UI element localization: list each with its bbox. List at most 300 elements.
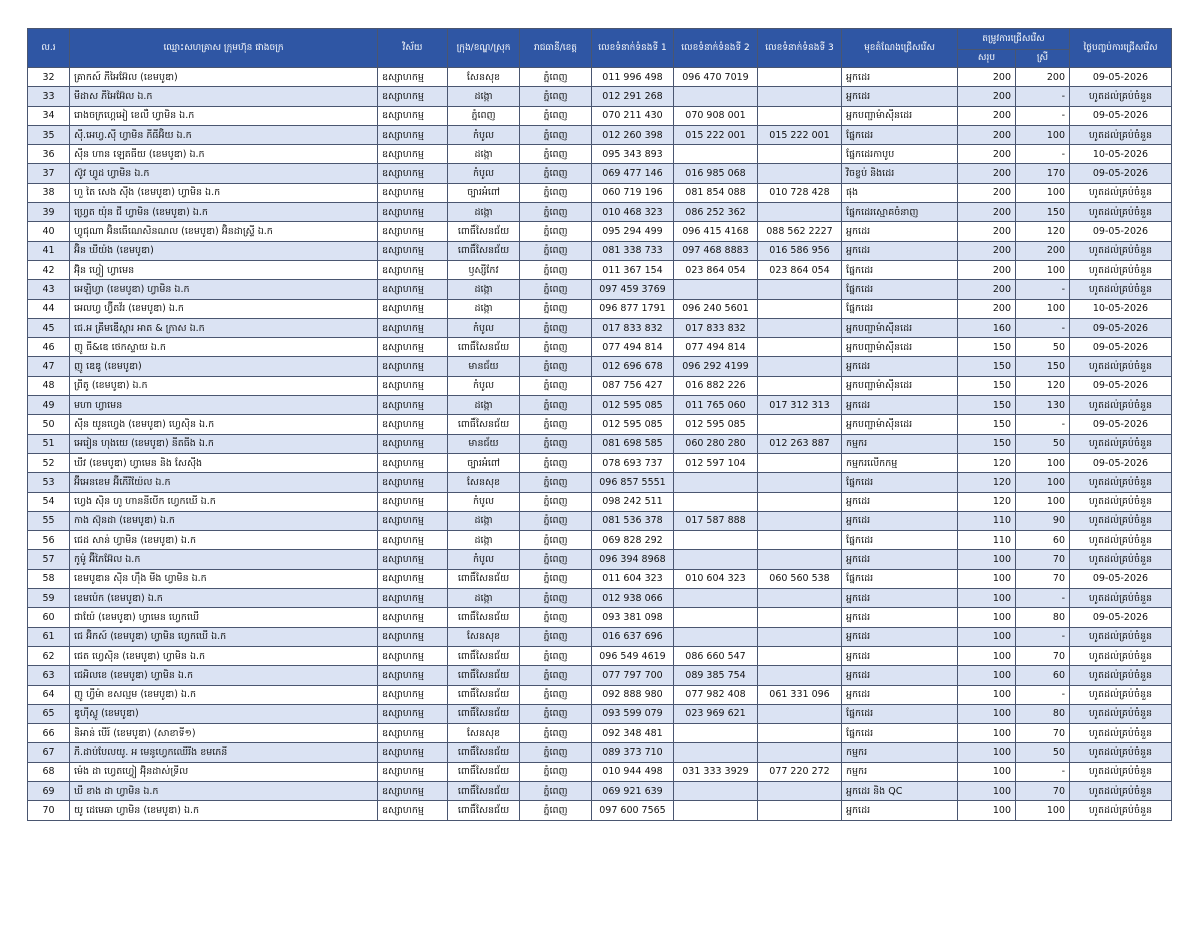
deadline-cell: ហូតដល់គ្រប់ចំនួន	[1070, 203, 1172, 222]
sector-cell: ឧស្សាហកម្ម	[378, 299, 448, 318]
hiring-total-cell: 100	[958, 646, 1016, 665]
phone-3-cell: 017 312 313	[758, 396, 842, 415]
district-cell: ដង្កោ	[448, 299, 520, 318]
position-cell: ផ្នែកដេរ	[842, 260, 958, 279]
phone-2-cell	[674, 280, 758, 299]
job-listing-table	[27, 28, 1172, 821]
district-cell: ពោធិ៍សែនជ័យ	[448, 666, 520, 685]
city-cell: ភ្នំពេញ	[520, 376, 592, 395]
table-row	[28, 608, 1172, 627]
phone-2-cell: 070 908 001	[674, 106, 758, 125]
company-name-cell: ហ្វ្រេត យ៉ុន ជី ហ្វាមិន (ខេមបូឌា) ឯ.ក	[70, 203, 378, 222]
company-name-cell: ញូ ហ្វីម៉ា ខសល្មម (ខេមបូឌា) ឯ.ក	[70, 685, 378, 704]
district-cell: ដង្កោ	[448, 511, 520, 530]
table-row	[28, 589, 1172, 608]
table-row	[28, 762, 1172, 781]
deadline-cell: ហូតដល់គ្រប់ចំនួន	[1070, 762, 1172, 781]
hiring-total-cell: 200	[958, 280, 1016, 299]
hiring-female-cell: 90	[1016, 511, 1070, 530]
company-name-cell: ឃីវ (ខេមបូឌា) ហ្វាមេន និង សែស៊ីង	[70, 453, 378, 472]
position-cell: អ្នកដេរ	[842, 646, 958, 665]
header-phone-3: លេខទំនាក់ទំនងទី 3	[758, 29, 842, 68]
hiring-total-cell: 100	[958, 685, 1016, 704]
sector-cell: ឧស្សាហកម្ម	[378, 743, 448, 762]
sector-cell: ឧស្សាហកម្ម	[378, 357, 448, 376]
row-number-cell: 38	[28, 183, 70, 202]
city-cell: ភ្នំពេញ	[520, 260, 592, 279]
row-number-cell: 59	[28, 589, 70, 608]
city-cell: ភ្នំពេញ	[520, 164, 592, 183]
table-row	[28, 473, 1172, 492]
phone-1-cell: 081 536 378	[592, 511, 674, 530]
hiring-female-cell: 170	[1016, 164, 1070, 183]
position-cell: ផ្នែកដេរ	[842, 724, 958, 743]
phone-3-cell: 010 728 428	[758, 183, 842, 202]
city-cell: ភ្នំពេញ	[520, 280, 592, 299]
city-cell: ភ្នំពេញ	[520, 743, 592, 762]
phone-2-cell: 077 494 814	[674, 338, 758, 357]
phone-1-cell: 012 595 085	[592, 396, 674, 415]
table-row	[28, 260, 1172, 279]
position-cell: អ្នកដេរ	[842, 685, 958, 704]
hiring-female-cell: 70	[1016, 781, 1070, 800]
city-cell: ភ្នំពេញ	[520, 68, 592, 87]
position-cell: ផ្នែកដេរ	[842, 125, 958, 144]
phone-3-cell	[758, 106, 842, 125]
city-cell: ភ្នំពេញ	[520, 550, 592, 569]
phone-3-cell	[758, 338, 842, 357]
company-name-cell: អេរៀន ហុងយេ (ខេមបូឌា) នីតធីង ឯ.ក	[70, 434, 378, 453]
district-cell: ពោធិ៍សែនជ័យ	[448, 646, 520, 665]
phone-3-cell: 015 222 001	[758, 125, 842, 144]
company-name-cell: ម៉េង ដា ហ្វេតហ្វៀ អ៊ុិនដាស់ទ្រីល	[70, 762, 378, 781]
hiring-female-cell: 70	[1016, 550, 1070, 569]
hiring-female-cell: 100	[1016, 453, 1070, 472]
phone-1-cell: 012 696 678	[592, 357, 674, 376]
phone-2-cell	[674, 801, 758, 820]
row-number-cell: 70	[28, 801, 70, 820]
district-cell: សែនសុខ	[448, 68, 520, 87]
district-cell: ច្បារអំពៅ	[448, 453, 520, 472]
position-cell: ផ្នែកដេរស្មោគចំនាញ	[842, 203, 958, 222]
deadline-cell: ហូតដល់គ្រប់ចំនួន	[1070, 492, 1172, 511]
table-row	[28, 492, 1172, 511]
hiring-total-cell: 120	[958, 453, 1016, 472]
city-cell: ភ្នំពេញ	[520, 87, 592, 106]
header-hiring-need: តម្រូវការជ្រើសរើស	[958, 29, 1070, 50]
deadline-cell: ហូតដល់គ្រប់ចំនួន	[1070, 550, 1172, 569]
position-cell: អ្នកដេរ	[842, 666, 958, 685]
header-no: ល.រ	[28, 29, 70, 68]
table-row	[28, 781, 1172, 800]
phone-1-cell: 081 338 733	[592, 241, 674, 260]
row-number-cell: 65	[28, 704, 70, 723]
city-cell: ភ្នំពេញ	[520, 357, 592, 376]
table-row	[28, 434, 1172, 453]
hiring-female-cell: 200	[1016, 68, 1070, 87]
phone-1-cell: 092 888 980	[592, 685, 674, 704]
phone-3-cell	[758, 318, 842, 337]
phone-3-cell: 088 562 2227	[758, 222, 842, 241]
phone-2-cell	[674, 492, 758, 511]
phone-1-cell: 095 294 499	[592, 222, 674, 241]
hiring-total-cell: 200	[958, 106, 1016, 125]
company-name-cell: អេលហ្វ ហ្វ៊ីតវ័រ (ខេមបូឌា) ឯ.ក	[70, 299, 378, 318]
deadline-cell: ហូតដល់គ្រប់ចំនួន	[1070, 87, 1172, 106]
phone-2-cell: 012 595 085	[674, 415, 758, 434]
sector-cell: ឧស្សាហកម្ម	[378, 704, 448, 723]
row-number-cell: 62	[28, 646, 70, 665]
phone-3-cell	[758, 801, 842, 820]
deadline-cell: 09-05-2026	[1070, 106, 1172, 125]
position-cell: អ្នកដេរ និង QC	[842, 781, 958, 800]
row-number-cell: 53	[28, 473, 70, 492]
hiring-total-cell: 200	[958, 299, 1016, 318]
sector-cell: ឧស្សាហកម្ម	[378, 145, 448, 164]
phone-1-cell: 012 938 066	[592, 589, 674, 608]
phone-1-cell: 093 381 098	[592, 608, 674, 627]
hiring-female-cell: -	[1016, 318, 1070, 337]
phone-1-cell: 078 693 737	[592, 453, 674, 472]
table-row	[28, 318, 1172, 337]
company-name-cell: រោងចក្រហ្គេអៀ ខេលឺ ហ្វាមិន ឯ.ក	[70, 106, 378, 125]
phone-1-cell: 012 291 268	[592, 87, 674, 106]
deadline-cell: ហូតដល់គ្រប់ចំនួន	[1070, 396, 1172, 415]
deadline-cell: 09-05-2026	[1070, 68, 1172, 87]
phone-1-cell: 097 459 3769	[592, 280, 674, 299]
phone-2-cell	[674, 473, 758, 492]
company-name-cell: ខេមប៉េក (ខេមបូឌា) ឯ.ក	[70, 589, 378, 608]
hiring-female-cell: 200	[1016, 241, 1070, 260]
phone-3-cell	[758, 704, 842, 723]
company-name-cell: ជាយ៉ែ (ខេមបូឌា) ហ្វាមេន ហ្វេកឃើ	[70, 608, 378, 627]
hiring-total-cell: 100	[958, 743, 1016, 762]
position-cell: អ្នកដេរ	[842, 396, 958, 415]
city-cell: ភ្នំពេញ	[520, 781, 592, 800]
phone-3-cell	[758, 203, 842, 222]
company-name-cell: ឌូហ៊ីស្លូ (ខេមបូឌា)	[70, 704, 378, 723]
row-number-cell: 32	[28, 68, 70, 87]
row-number-cell: 42	[28, 260, 70, 279]
hiring-female-cell: 70	[1016, 646, 1070, 665]
phone-1-cell: 012 595 085	[592, 415, 674, 434]
deadline-cell: ហូតដល់គ្រប់ចំនួន	[1070, 801, 1172, 820]
district-cell: ដង្កោ	[448, 145, 520, 164]
city-cell: ភ្នំពេញ	[520, 531, 592, 550]
company-name-cell: ហ្វូជុណា អ៊ិនធើណេសិនណល (ខេមបូឌា) អ៊ិនដាស្ទ្រី ឯ.ក	[70, 222, 378, 241]
table-row	[28, 145, 1172, 164]
city-cell: ភ្នំពេញ	[520, 608, 592, 627]
district-cell: ពោធិ៍សែនជ័យ	[448, 338, 520, 357]
hiring-female-cell: 100	[1016, 473, 1070, 492]
district-cell: ដង្កោ	[448, 280, 520, 299]
position-cell: អ្នកដេរ	[842, 589, 958, 608]
hiring-total-cell: 100	[958, 704, 1016, 723]
row-number-cell: 68	[28, 762, 70, 781]
row-number-cell: 43	[28, 280, 70, 299]
district-cell: ពោធិ៍សែនជ័យ	[448, 762, 520, 781]
city-cell: ភ្នំពេញ	[520, 241, 592, 260]
sector-cell: ឧស្សាហកម្ម	[378, 222, 448, 241]
city-cell: ភ្នំពេញ	[520, 627, 592, 646]
row-number-cell: 64	[28, 685, 70, 704]
sector-cell: ឧស្សាហកម្ម	[378, 106, 448, 125]
phone-2-cell: 010 604 323	[674, 569, 758, 588]
table-row	[28, 415, 1172, 434]
row-number-cell: 66	[28, 724, 70, 743]
phone-3-cell	[758, 724, 842, 743]
hiring-female-cell: 60	[1016, 531, 1070, 550]
position-cell: ផ្នែកដេរ	[842, 569, 958, 588]
district-cell: កំបូល	[448, 376, 520, 395]
table-row	[28, 550, 1172, 569]
sector-cell: ឧស្សាហកម្ម	[378, 646, 448, 665]
hiring-female-cell: 150	[1016, 357, 1070, 376]
hiring-female-cell: -	[1016, 87, 1070, 106]
company-name-cell: ជេអិលខេ (ខេមបូឌា) ហ្វាមិន ឯ.ក	[70, 666, 378, 685]
phone-3-cell	[758, 87, 842, 106]
row-number-cell: 56	[28, 531, 70, 550]
table-row	[28, 569, 1172, 588]
table-row	[28, 666, 1172, 685]
sector-cell: ឧស្សាហកម្ម	[378, 241, 448, 260]
city-cell: ភ្នំពេញ	[520, 704, 592, 723]
sector-cell: ឧស្សាហកម្ម	[378, 87, 448, 106]
row-number-cell: 67	[28, 743, 70, 762]
row-number-cell: 55	[28, 511, 70, 530]
phone-3-cell: 012 263 887	[758, 434, 842, 453]
hiring-total-cell: 200	[958, 68, 1016, 87]
table-row	[28, 453, 1172, 472]
deadline-cell: ហូតដល់គ្រប់ចំនួន	[1070, 685, 1172, 704]
district-cell: ច្បារអំពៅ	[448, 183, 520, 202]
company-name-cell: ហ្វេង ស៊ិន ហូ ហាននីបើក ហ្វេកឃើ ឯ.ក	[70, 492, 378, 511]
city-cell: ភ្នំពេញ	[520, 511, 592, 530]
hiring-total-cell: 120	[958, 473, 1016, 492]
phone-3-cell	[758, 666, 842, 685]
hiring-female-cell: 100	[1016, 492, 1070, 511]
hiring-female-cell: 50	[1016, 434, 1070, 453]
phone-2-cell: 060 280 280	[674, 434, 758, 453]
sector-cell: ឧស្សាហកម្ម	[378, 781, 448, 800]
hiring-female-cell: -	[1016, 762, 1070, 781]
company-name-cell: អេឡិហ្វា (ខេមបូឌា) ហ្វាមិន ឯ.ក	[70, 280, 378, 299]
position-cell: អ្នកដេរ	[842, 68, 958, 87]
row-number-cell: 35	[28, 125, 70, 144]
row-number-cell: 52	[28, 453, 70, 472]
position-cell: អ្នកដេរ	[842, 87, 958, 106]
position-cell: វិចខ្ចប់ និងដេរ	[842, 164, 958, 183]
row-number-cell: 48	[28, 376, 70, 395]
phone-2-cell: 031 333 3929	[674, 762, 758, 781]
phone-1-cell: 070 211 430	[592, 106, 674, 125]
sector-cell: ឧស្សាហកម្ម	[378, 260, 448, 279]
district-cell: សែនសុខ	[448, 724, 520, 743]
row-number-cell: 61	[28, 627, 70, 646]
phone-3-cell	[758, 646, 842, 665]
city-cell: ភ្នំពេញ	[520, 183, 592, 202]
sector-cell: ឧស្សាហកម្ម	[378, 338, 448, 357]
company-name-cell: មហា ហ្វាមេន	[70, 396, 378, 415]
position-cell: អ្នកបញ្ជាម៉ាស៊ីនដេរ	[842, 318, 958, 337]
position-cell: អ្នកដេរ	[842, 241, 958, 260]
row-number-cell: 44	[28, 299, 70, 318]
row-number-cell: 36	[28, 145, 70, 164]
hiring-total-cell: 200	[958, 222, 1016, 241]
sector-cell: ឧស្សាហកម្ម	[378, 318, 448, 337]
hiring-total-cell: 150	[958, 338, 1016, 357]
sector-cell: ឧស្សាហកម្ម	[378, 376, 448, 395]
table-row	[28, 164, 1172, 183]
hiring-female-cell: 150	[1016, 203, 1070, 222]
hiring-female-cell: 120	[1016, 222, 1070, 241]
phone-3-cell	[758, 743, 842, 762]
hiring-female-cell: 60	[1016, 666, 1070, 685]
table-row	[28, 203, 1172, 222]
hiring-total-cell: 200	[958, 260, 1016, 279]
deadline-cell: 09-05-2026	[1070, 453, 1172, 472]
table-row	[28, 801, 1172, 820]
phone-2-cell	[674, 531, 758, 550]
phone-3-cell	[758, 511, 842, 530]
deadline-cell: ហូតដល់គ្រប់ចំនួន	[1070, 473, 1172, 492]
phone-1-cell: 012 260 398	[592, 125, 674, 144]
deadline-cell: ហូតដល់គ្រប់ចំនួន	[1070, 183, 1172, 202]
district-cell: ពោធិ៍សែនជ័យ	[448, 415, 520, 434]
sector-cell: ឧស្សាហកម្ម	[378, 801, 448, 820]
row-number-cell: 40	[28, 222, 70, 241]
position-cell: ផ្នែកដេរ	[842, 704, 958, 723]
sector-cell: ឧស្សាហកម្ម	[378, 762, 448, 781]
phone-2-cell: 023 864 054	[674, 260, 758, 279]
row-number-cell: 47	[28, 357, 70, 376]
company-name-cell: ស៊ីន ហាន ឡេតធីយ (ខេមបូឌា) ឯ.ក	[70, 145, 378, 164]
company-name-cell: ជេដ សាន់ ហ្វាមិន (ខេមបូឌា) ឯ.ក	[70, 531, 378, 550]
table-row	[28, 338, 1172, 357]
phone-2-cell: 086 660 547	[674, 646, 758, 665]
deadline-cell: ហូតដល់គ្រប់ចំនួន	[1070, 704, 1172, 723]
sector-cell: ឧស្សាហកម្ម	[378, 569, 448, 588]
table-row	[28, 299, 1172, 318]
district-cell: ដង្កោ	[448, 589, 520, 608]
phone-1-cell: 069 828 292	[592, 531, 674, 550]
hiring-total-cell: 200	[958, 164, 1016, 183]
phone-3-cell	[758, 357, 842, 376]
city-cell: ភ្នំពេញ	[520, 762, 592, 781]
hiring-female-cell: -	[1016, 685, 1070, 704]
district-cell: ពោធិ៍សែនជ័យ	[448, 685, 520, 704]
district-cell: កំបូល	[448, 318, 520, 337]
company-name-cell: អ៊ីអេនខេម អ៊ីភើរីយ៉ែល ឯ.ក	[70, 473, 378, 492]
hiring-total-cell: 150	[958, 357, 1016, 376]
header-female: ស្រី	[1016, 50, 1070, 68]
phone-2-cell: 096 415 4168	[674, 222, 758, 241]
phone-2-cell: 011 765 060	[674, 396, 758, 415]
deadline-cell: ហូតដល់គ្រប់ចំនួន	[1070, 280, 1172, 299]
hiring-total-cell: 200	[958, 87, 1016, 106]
district-cell: សែនសុខ	[448, 627, 520, 646]
district-cell: ឫស្សីកែវ	[448, 260, 520, 279]
deadline-cell: ហូតដល់គ្រប់ចំនួន	[1070, 434, 1172, 453]
phone-1-cell: 081 698 585	[592, 434, 674, 453]
deadline-cell: 09-05-2026	[1070, 376, 1172, 395]
sector-cell: ឧស្សាហកម្ម	[378, 396, 448, 415]
city-cell: ភ្នំពេញ	[520, 646, 592, 665]
table-row	[28, 685, 1172, 704]
deadline-cell: 09-05-2026	[1070, 338, 1172, 357]
hiring-total-cell: 100	[958, 781, 1016, 800]
row-number-cell: 63	[28, 666, 70, 685]
deadline-cell: ហូតដល់គ្រប់ចំនួន	[1070, 125, 1172, 144]
district-cell: ពោធិ៍សែនជ័យ	[448, 781, 520, 800]
deadline-cell: ហូតដល់គ្រប់ចំនួន	[1070, 724, 1172, 743]
sector-cell: ឧស្សាហកម្ម	[378, 183, 448, 202]
table-row	[28, 396, 1172, 415]
deadline-cell: ហូតដល់គ្រប់ចំនួន	[1070, 511, 1172, 530]
hiring-total-cell: 100	[958, 762, 1016, 781]
hiring-total-cell: 100	[958, 589, 1016, 608]
hiring-female-cell: 80	[1016, 608, 1070, 627]
city-cell: ភ្នំពេញ	[520, 203, 592, 222]
district-cell: ពោធិ៍សែនជ័យ	[448, 569, 520, 588]
company-name-cell: ភី.ដាប់បែលយូ. អ មេនូហ្វេកឈើរីង ខមភេនី	[70, 743, 378, 762]
phone-1-cell: 096 877 1791	[592, 299, 674, 318]
city-cell: ភ្នំពេញ	[520, 724, 592, 743]
phone-1-cell: 096 394 8968	[592, 550, 674, 569]
hiring-total-cell: 100	[958, 627, 1016, 646]
row-number-cell: 50	[28, 415, 70, 434]
table-row	[28, 704, 1172, 723]
hiring-total-cell: 150	[958, 415, 1016, 434]
district-cell: មានជ័យ	[448, 357, 520, 376]
row-number-cell: 69	[28, 781, 70, 800]
phone-3-cell	[758, 68, 842, 87]
company-name-cell: គ្រាកស៍ ភីអៃអ៊ែល (ខេមបូឌា)	[70, 68, 378, 87]
sector-cell: ឧស្សាហកម្ម	[378, 589, 448, 608]
hiring-female-cell: 70	[1016, 569, 1070, 588]
city-cell: ភ្នំពេញ	[520, 569, 592, 588]
table-row	[28, 511, 1172, 530]
phone-1-cell: 092 348 481	[592, 724, 674, 743]
deadline-cell: 09-05-2026	[1070, 569, 1172, 588]
hiring-total-cell: 100	[958, 801, 1016, 820]
phone-1-cell: 093 599 079	[592, 704, 674, 723]
position-cell: អ្នកដេរ	[842, 357, 958, 376]
position-cell: ផ្នែកដេរ	[842, 531, 958, 550]
table-row	[28, 87, 1172, 106]
district-cell: ដង្កោ	[448, 203, 520, 222]
deadline-cell: 09-05-2026	[1070, 222, 1172, 241]
phone-2-cell	[674, 724, 758, 743]
position-cell: អ្នកបញ្ជាម៉ាស៊ីនដេរ	[842, 376, 958, 395]
hiring-total-cell: 200	[958, 125, 1016, 144]
deadline-cell: ហូតដល់គ្រប់ចំនួន	[1070, 743, 1172, 762]
city-cell: ភ្នំពេញ	[520, 415, 592, 434]
table-row	[28, 125, 1172, 144]
table-row	[28, 68, 1172, 87]
position-cell: អ្នកបញ្ជាម៉ាស៊ីនដេរ	[842, 338, 958, 357]
phone-1-cell: 011 996 498	[592, 68, 674, 87]
hiring-total-cell: 110	[958, 511, 1016, 530]
phone-3-cell	[758, 164, 842, 183]
hiring-female-cell: 50	[1016, 338, 1070, 357]
phone-1-cell: 096 549 4619	[592, 646, 674, 665]
phone-2-cell: 017 587 888	[674, 511, 758, 530]
phone-3-cell	[758, 550, 842, 569]
district-cell: កំបូល	[448, 550, 520, 569]
phone-2-cell: 081 854 088	[674, 183, 758, 202]
city-cell: ភ្នំពេញ	[520, 125, 592, 144]
